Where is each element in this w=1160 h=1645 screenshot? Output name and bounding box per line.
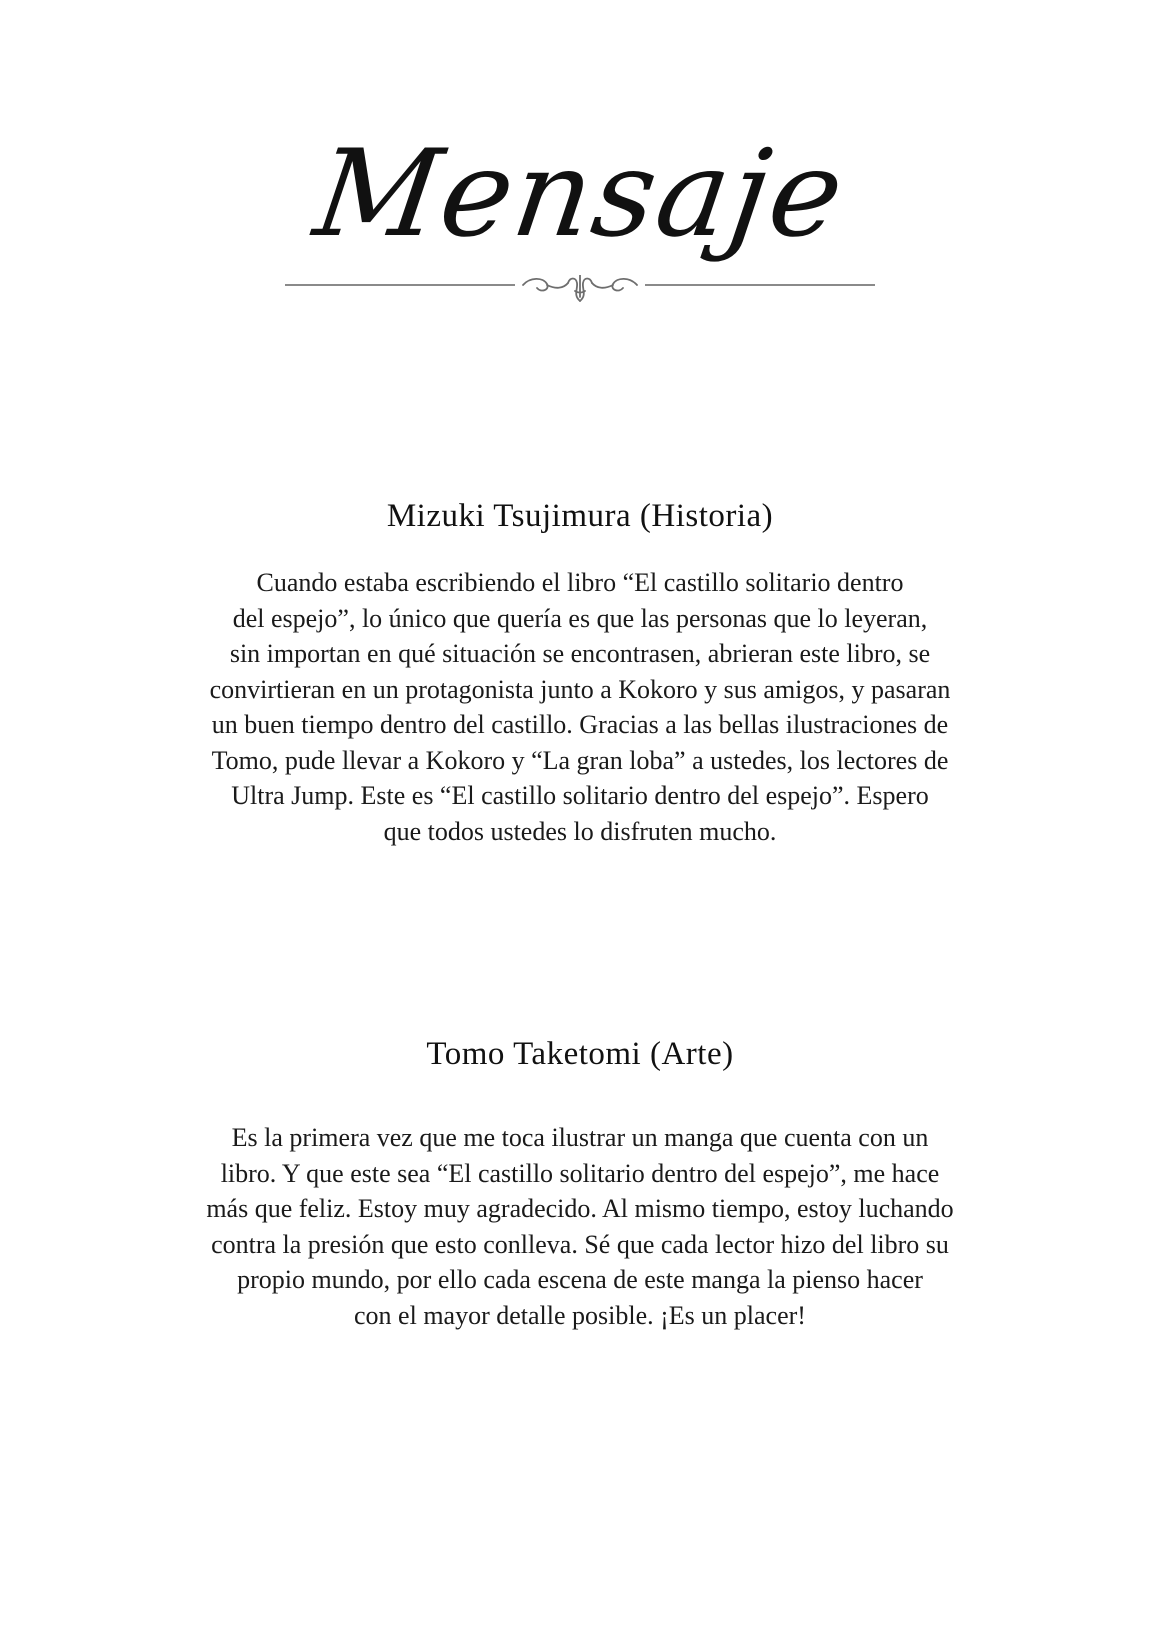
body-line: Cuando estaba escribiendo el libro “El castillo solitario dentro <box>256 568 904 597</box>
section-body-art <box>130 1120 1030 1333</box>
body-line: Ultra Jump. Este es “El castillo solitario dentro del espejo”. Espero <box>231 781 929 810</box>
body-line: Tomo, pude llevar a Kokoro y “La gran loba” a ustedes, los lectores de <box>211 745 949 775</box>
body-line: con el mayor detalle posible. ¡Es un placer! <box>354 1300 806 1330</box>
body-line: un buen tiempo dentro del castillo. Gracias a las bellas ilustraciones de <box>211 710 949 739</box>
body-line: Es la primera vez que me toca ilustrar un manga que cuenta con un <box>231 1123 929 1152</box>
body-line: propio mundo, por ello cada escena de este manga la pienso hacer <box>237 1265 923 1294</box>
body-line: del espejo”, lo único que quería es que las personas que lo leyeran, <box>232 603 928 633</box>
section-heading-art: Tomo Taketomi (Arte) <box>426 1036 734 1072</box>
section-body-story <box>130 565 1030 849</box>
section-heading-story: Mizuki Tsujimura (Historia) <box>386 498 774 534</box>
body-line: libro. Y que este sea “El castillo solitario dentro del espejo”, me hace <box>220 1158 940 1188</box>
body-line: convirtieran en un protagonista junto a Kokoro y sus amigos, y pasaran <box>209 674 951 704</box>
body-line: que todos ustedes lo disfruten mucho. <box>383 816 777 846</box>
body-line: sin importan en qué situación se encontrasen, abrieran este libro, se <box>229 639 931 668</box>
body-line: más que feliz. Estoy muy agradecido. Al mismo tiempo, estoy luchando <box>206 1194 954 1223</box>
page-title: Mensaje <box>307 125 854 264</box>
body-line: contra la presión que esto conlleva. Sé que cada lector hizo del libro su <box>211 1229 949 1259</box>
section-story <box>130 0 1030 1645</box>
